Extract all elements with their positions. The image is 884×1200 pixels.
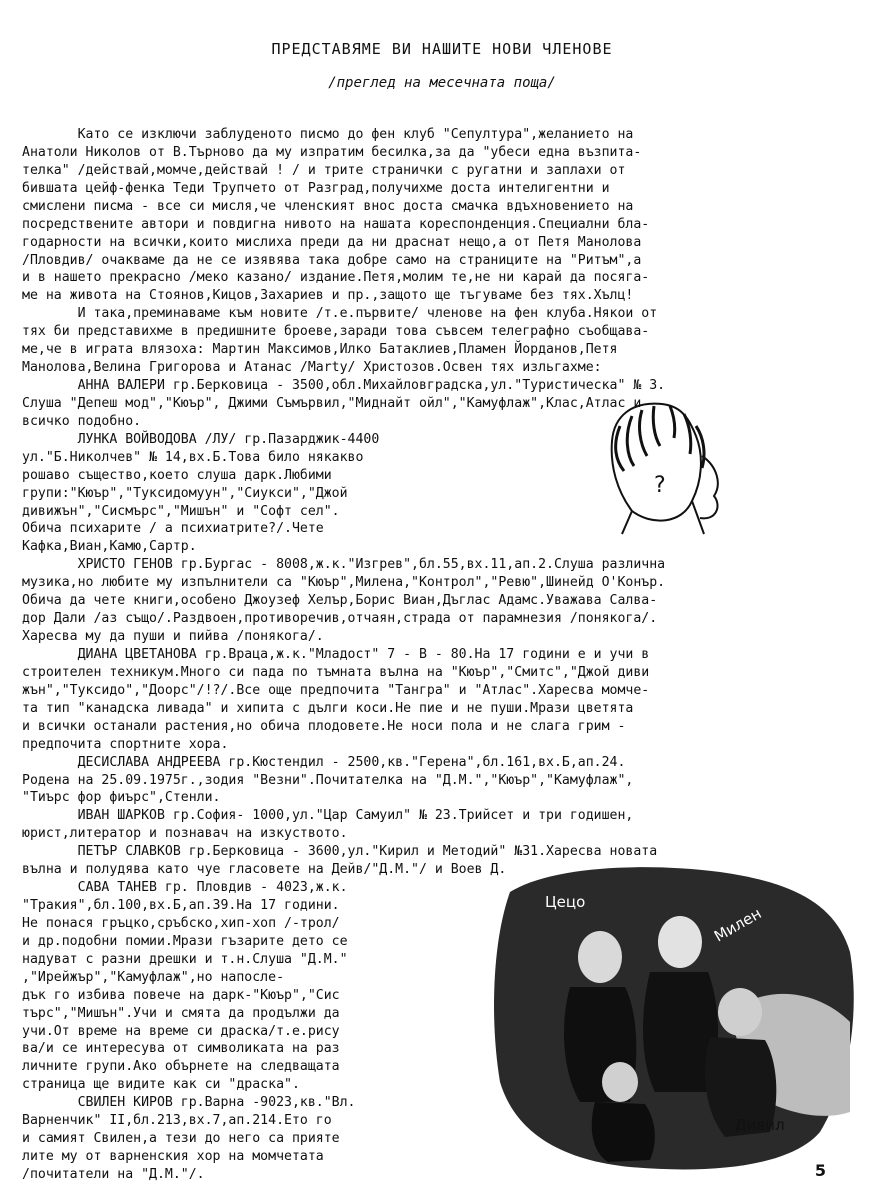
text-line: Родена на 25.09.1975г.,зодия "Везни".Почитателка на "Д.М.","Кюър","Камуфлаж", [22,772,634,788]
text-line: "Тракия",бл.100,вх.Б,ап.39.На 17 години. [22,898,340,914]
text-line: и всички останали растения,но обича плодовете.Не носи пола и не слага грим - [22,718,626,734]
text-line: Анатоли Николов от В.Търново да му изпратим бесилка,за да "убеси една възпита- [22,144,642,160]
text-line: ЛУНКА ВОЙВОДОВА /ЛУ/ гр.Пазарджик-4400 [22,431,380,447]
text-line: бившата цейф-фенка Теди Трупчето от Разград,получихме доста интелигентни и [22,180,610,196]
text-line: Не понася гръцко,сръбско,хип-хоп /-трол/ [22,915,340,931]
text-line: Варненчик" II,бл.213,вх.7,ап.214.Ето го [22,1113,332,1129]
text-line: САВА ТАНЕВ гр. Пловдив - 4023,ж.к. [22,880,348,896]
text-line: Манолова,Велина Григорова и Атанас /Marty/ Христозов.Освен тях изльгахме: [22,360,602,376]
text-line: "Тиърс фор фиърс",Стенли. [22,790,221,806]
text-line: групи:"Кюър","Туксидомуун","Сиукси","Джой [22,485,348,501]
text-line: та тип "канадска ливада" и хипита с дълги коси.Не пие и не пуши.Мрази цветята [22,700,634,716]
text-line: търс","Мишън".Учи и смята да продължи да [22,1005,340,1021]
text-line: ул."Б.Николчев" № 14,вх.Б.Това било някакво [22,449,364,465]
text-line: Кафка,Виан,Камю,Сартр. [22,539,197,555]
page-title: ПРЕДСТАВЯМЕ ВИ НАШИТЕ НОВИ ЧЛЕНОВЕ [271,40,613,58]
text-line: строителен техникум.Много си пада по тъмната вълна на "Кюър","Смитс","Джой диви [22,664,650,680]
text-line: и в нашето прекрасно /меко казано/ издание.Петя,молим те,не ни карай да посяга- [22,270,650,286]
text-line: ,"Ирейжър","Камуфлаж",но напосле- [22,969,285,985]
text-line: СВИЛЕН КИРОВ гр.Варна -9023,кв."Вл. [22,1095,356,1111]
text-line: всичко подобно. [22,413,142,429]
text-line: и др.подобни помии.Мрази гъзарите дето се [22,933,348,949]
text-line: ДЕСИСЛАВА АНДРЕЕВА гр.Кюстендил - 2500,кв."Герена",бл.161,вх.Б,ап.24. [22,754,626,770]
text-line: Слуша "Депеш мод","Кюър", Джими Съмървил,"Миднайт ойл","Камуфлаж",Клас,Атлас и [22,395,642,411]
text-line: учи.От време на време си драска/т.е.рису [22,1023,340,1039]
svg-text:?: ? [654,473,666,498]
text-line: АННА ВАЛЕРИ гр.Берковица - 3500,обл.Михайловградска,ул."Туристическа" № 3. [22,378,666,394]
text-line: юрист,литератор и познавач на изкуството. [22,826,348,842]
text-line: дор Дали /аз също/.Раздвоен,противоречив,отчаян,страда от парамнезия /понякога/. [22,611,658,627]
text-line: Харесва му да пуши и пийва /понякога/. [22,629,324,645]
page-number: 5 [814,1161,826,1180]
text-line: ва/и се интересува от символиката на раз [22,1041,340,1057]
text-line: Обича психарите / а психиатрите?/.Чете [22,521,324,537]
photo-label-tseco: Цецо [545,893,586,911]
band-photo [490,862,860,1172]
text-line: лите му от варненския хор на момчетата [22,1149,324,1165]
text-line: И така,преминаваме към новите /т.е.първите/ членове на фен клуба.Някои от [22,306,658,322]
text-line: Като се изключи заблуденото писмо до фен клуб "Сепултура",желанието на [22,127,634,142]
text-line: дивижън","Сисмърс","Мишън" и "Софт сел". [22,503,340,519]
text-line: смислени писма - все си мисля,че членският внос доста смачка вдъхновението на [22,198,634,214]
text-line: ме на живота на Стоянов,Кицов,Захариев и пр.,защото ще тъгуваме без тях.Хълц! [22,288,634,304]
text-line: телка" /действай,момче,действай ! / и трите странички с ругатни и заплахи от [22,162,626,178]
text-line: Обича да чете книги,особено Джоузеф Хелър,Борис Виан,Дъглас Адамс.Уважава Салва- [22,593,658,609]
text-line: музика,но любите му изпълнители са "Кюър",Милена,"Контрол","Ревю",Шинейд О'Конър. [22,575,666,591]
text-line: посредствените автори и повдигна нивото на нашата кореспонденция.Специални бла- [22,216,650,232]
text-line: ме,че в играта влязоха: Мартин Максимов,Илко Батаклиев,Пламен Йорданов,Петя [22,342,618,358]
text-line: рошаво същество,което слуша дарк.Любими [22,467,332,483]
photo-label-divil: Дивил [735,1116,785,1134]
text-line: /почитатели на "Д.М."/. [22,1167,205,1182]
text-line: надуват с разни дрешки и т.н.Слуша "Д.М." [22,951,348,967]
text-line: ПЕТЪР СЛАВКОВ гр.Берковица - 3600,ул."Кирил и Методий" №31.Харесва новата [22,844,658,860]
text-line: вълна и полудява като чуе гласовете на Дейв/"Д.М."/ и Воев Д. [22,862,507,878]
text-line: годарности на всички,които мислиха преди да ни драснат нещо,а от Петя Манолова [22,234,642,250]
text-line: ИВАН ШАРКОВ гр.София- 1000,ул."Цар Самуил" № 23.Трийсет и три годишен, [22,808,634,824]
photo-label-milen: Милен [711,904,765,946]
text-line: ХРИСТО ГЕНОВ гр.Бургас - 8008,ж.к."Изгрев",бл.55,вх.11,ап.2.Слуша различна [22,557,666,573]
text-line: жън","Туксидо","Доорс"/!?/.Все още предпочита "Тангра" и "Атлас".Харесва момче- [22,682,650,698]
text-line: страница ще видите как си "драска". [22,1077,300,1093]
text-line: личните групи.Ако обърнете на следващата [22,1059,340,1075]
text-line: дък го избива повече на дарк-"Кюър","Сис [22,987,340,1003]
text-line: ДИАНА ЦВЕТАНОВА гр.Враца,ж.к."Младост" 7 - В - 80.На 17 години е и учи в [22,647,650,662]
face-sketch [592,396,742,536]
text-line: тях би представихме в предишните броеве,заради това съвсем телеграфно съобщава- [22,324,650,340]
page-subtitle: /преглед на месечната поща/ [328,75,556,91]
text-line: и самият Свилен,а тези до него са прияте [22,1131,340,1147]
text-line: предпочита спортните хора. [22,736,229,752]
text-line: /Пловдив/ очакваме да не се изявява така добре само на страниците на "Ритъм",а [22,252,642,268]
